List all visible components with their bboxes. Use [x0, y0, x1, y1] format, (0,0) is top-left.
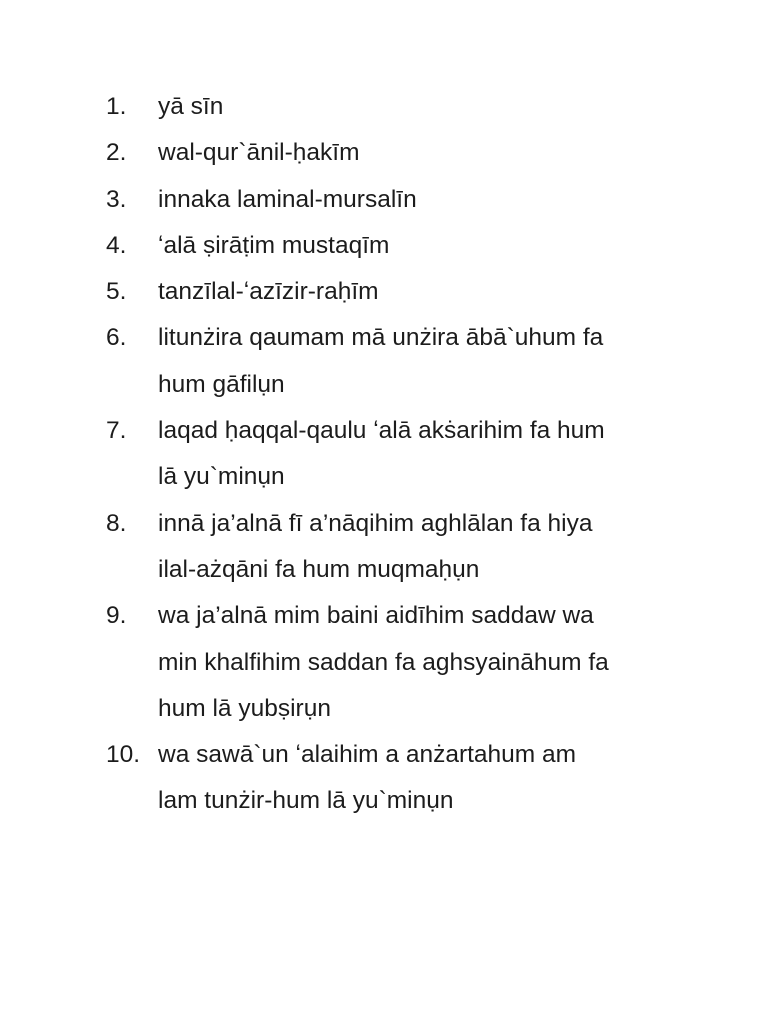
- verse-text: [158, 269, 706, 315]
- verse-item: [106, 408, 706, 501]
- verse-number: 4.: [106, 231, 127, 259]
- verse-text: [158, 501, 706, 594]
- verse-line: innā ja’alnā fī a’nāqihim aghlālan fa hiya: [158, 509, 593, 537]
- verse-item: [106, 315, 706, 408]
- verse-item: [106, 177, 706, 223]
- verse-line: litunżira qaumam mā unżira ābā`uhum fa: [158, 324, 604, 352]
- verse-item: [106, 269, 706, 315]
- verse-item: [106, 593, 706, 732]
- verse-line: tanzīlal-ʻazīzir-raḥīm: [158, 278, 379, 306]
- verse-number: 6.: [106, 324, 127, 352]
- verse-line: lā yu`minụn: [158, 463, 285, 491]
- verse-line: wa sawā`un ʻalaihim a anżartahum am: [158, 741, 577, 769]
- verse-line: yā sīn: [158, 93, 224, 120]
- verse-line: innaka laminal-mursalīn: [158, 185, 417, 213]
- verse-list: [106, 84, 706, 825]
- verse-line: hum gāfilụn: [158, 370, 285, 398]
- verse-item: [106, 84, 706, 130]
- verse-text: [158, 408, 706, 501]
- verse-number: 1.: [106, 93, 127, 120]
- verse-text: [158, 177, 706, 223]
- verse-text: [158, 315, 706, 408]
- verse-line: ilal-ażqāni fa hum muqmaḥụn: [158, 555, 480, 583]
- verse-line: hum lā yubṣirụn: [158, 694, 331, 722]
- verse-line: min khalfihim saddan fa aghsyaināhum fa: [158, 648, 609, 676]
- verse-number: 8.: [106, 509, 127, 537]
- verse-number: 5.: [106, 278, 127, 306]
- verse-item: [106, 732, 706, 825]
- verse-item: [106, 223, 706, 269]
- verse-line: ʻalā ṣirāṭim mustaqīm: [158, 231, 390, 259]
- verse-number: 3.: [106, 185, 127, 213]
- verse-text: [158, 84, 706, 130]
- verse-line: wal-qur`ānil-ḥakīm: [158, 139, 360, 167]
- verse-text: [158, 593, 706, 732]
- verse-text: [158, 130, 706, 176]
- verse-number: 10.: [106, 741, 141, 769]
- verse-line: laqad ḥaqqal-qaulu ʻalā akṡarihim fa hum: [158, 417, 605, 445]
- verse-item: [106, 130, 706, 176]
- verse-text: [158, 223, 706, 269]
- verse-item: [106, 501, 706, 594]
- verse-line: lam tunżir-hum lā yu`minụn: [158, 787, 454, 815]
- verse-number: 7.: [106, 417, 127, 445]
- verse-text: [158, 732, 706, 825]
- verse-number: 2.: [106, 139, 127, 167]
- verse-number: 9.: [106, 602, 127, 630]
- verse-line: wa ja’alnā mim baini aidīhim saddaw wa: [158, 602, 594, 630]
